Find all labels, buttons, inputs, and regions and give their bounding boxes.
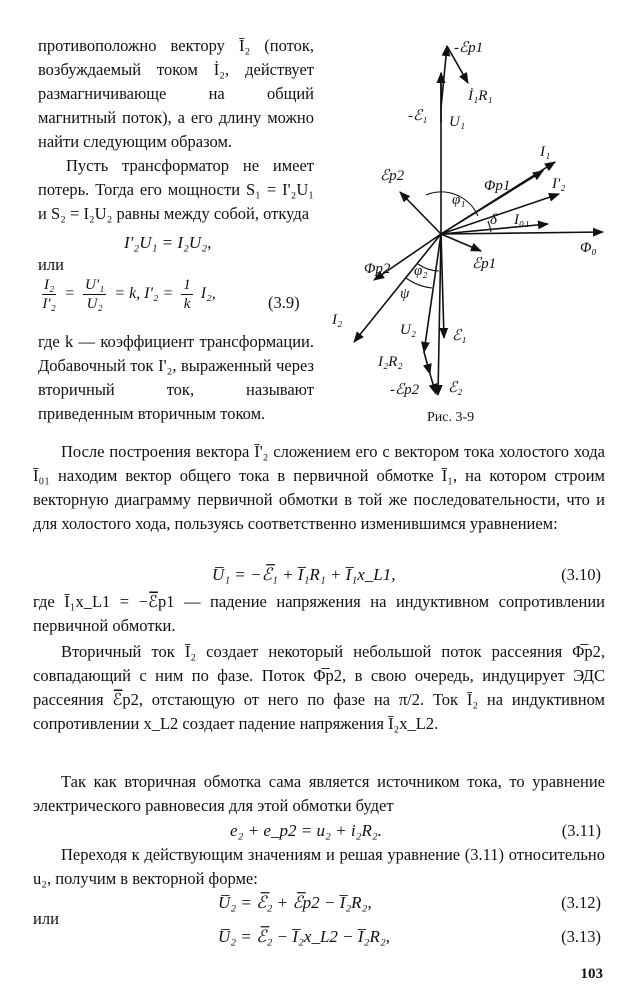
equation-3-9	[38, 276, 216, 313]
label-i01: I₀₁	[514, 212, 530, 228]
frac2-den: U₂	[86, 296, 103, 312]
word-ili-1: или	[38, 255, 64, 274]
label-i2: I₂	[332, 312, 343, 328]
vector-minus-ep2	[430, 374, 436, 394]
vector-ep2-left	[400, 192, 441, 234]
frac1-num: I₂	[44, 277, 55, 293]
label-minus-e1: -ℰ₁	[408, 108, 428, 124]
angle-psi-arc	[406, 278, 432, 288]
label-ep1: ℰp1	[472, 256, 497, 272]
full-paragraph-2: где Ī₁x_L1 = −ℰ̅p1 — падение напряжения на индуктивном сопротивлении первичной обмотки.	[33, 592, 605, 635]
label-i1r1: İ₁R₁	[468, 88, 493, 104]
vector-ep1	[441, 234, 481, 251]
eq-sign: =	[64, 285, 76, 303]
label-minus-ep1: -ℰp1	[454, 40, 484, 56]
equation-power: I'₂U₁ = I₂U₂,	[124, 233, 212, 252]
label-phi-p1: Φp1	[484, 178, 511, 194]
label-i2prime: I'₂	[552, 176, 566, 192]
vector-minus-ep1	[441, 46, 447, 108]
figure-caption: Рис. 3-9	[427, 410, 475, 425]
label-u2: U₂	[400, 322, 417, 338]
label-phi-p2: Φp2	[364, 261, 391, 277]
fraction-u1-over-u2	[83, 276, 106, 313]
equation-number-3-10: (3.10)	[561, 565, 601, 584]
vector-i2r2	[424, 352, 430, 374]
equation-3-13: U̅₂ = ℰ̅₂ − I̅₂x_L2 − I̅₂R₂,	[218, 927, 390, 946]
label-i2r2: I₂R₂	[378, 354, 403, 370]
equation-3-10: U̅₁ = −ℰ̅₁ + I̅₁R₁ + I̅₁x_L1,	[212, 565, 396, 584]
label-delta: δ	[490, 212, 497, 228]
label-phi2: φ₂	[414, 263, 428, 279]
label-e2: ℰ₂	[448, 380, 463, 396]
column-paragraph-1: противоположно вектору Ī₂ (поток, возбуждаемый током İ₂, действует размагничивающе на общий магнитный поток), а его длину можно найти следующим образом.	[38, 36, 314, 151]
equation-number-3-13: (3.13)	[561, 927, 601, 946]
full-paragraph-5: Переходя к действующим значениям и решая уравнение (3.11) относительно u₂, получим в векторной форме:	[33, 845, 605, 888]
label-u1: U₁	[449, 114, 466, 130]
frac1-den: I'₂	[42, 296, 56, 312]
label-e1: ℰ₁	[452, 328, 467, 344]
frac2-num: U'₁	[85, 277, 105, 293]
column-paragraph-3: где k — коэффициент трансформации. Добавочный ток I'₂, выраженный через вторичный ток, называют приведенным вторичным током.	[38, 332, 314, 423]
frac3-den: k	[183, 296, 191, 312]
label-minus-ep2: -ℰp2	[390, 382, 420, 398]
column-paragraph-2: Пусть трансформатор не имеет потерь. Тогда его мощности S₁ = I'₂U₁ и S₂ = I₂U₂ равны между собой, откуда	[38, 156, 314, 223]
frac3-num: 1	[183, 277, 191, 293]
label-phi1: φ₁	[452, 192, 466, 208]
label-i1: I₁	[540, 144, 551, 160]
word-ili-2: или	[33, 909, 59, 928]
full-paragraph-1: После построения вектора Ī'₂ сложением его с вектором тока холостого хода Ī₀₁ находим вектор общего тока в первичной обмотке Ī₁, на котором строим векторную диаграмму первичной обмотки в той же последовательности, что и для холостого хода, пользуясь соответственно изменившимся уравнением:	[33, 442, 605, 533]
fraction-i2-over-i2prime	[42, 276, 56, 313]
equation-number-3-11: (3.11)	[561, 821, 601, 840]
full-paragraph-3: Вторичный ток Ī₂ создает некоторый небольшой поток рассеяния Φ̅p2, совпадающий с ним по фазе. Поток Φ̅p2, в свою очередь, индуцирует ЭДС рассеяния ℰ̅p2, отстающую от него по фазе на π/2. Ток Ī₂ на индуктивном сопротивлении x_L2 создает падение напряжения Ī₂x_L2.	[33, 642, 605, 733]
fraction-1-over-k	[181, 276, 193, 313]
page-number: 103	[580, 966, 603, 982]
vector-diagram-figure	[318, 28, 618, 408]
equation-number-3-9: (3.9)	[268, 293, 300, 312]
vector-e1	[441, 234, 444, 338]
equation-3-12: U̅₂ = ℰ̅₂ + ℰ̅p2 − I̅₂R₂,	[218, 893, 372, 912]
eq-rest: = k, I'₂ =	[114, 285, 174, 303]
vector-e2	[438, 234, 441, 395]
equation-number-3-12: (3.12)	[561, 893, 601, 912]
full-paragraph-4: Так как вторичная обмотка сама является источником тока, то уравнение электрического равновесия для этой обмотки будет	[33, 772, 605, 815]
label-phi0: Φ₀	[580, 240, 597, 256]
eq-tail: I₂,	[200, 285, 216, 303]
label-psi: ψ	[400, 286, 410, 302]
label-ep2-left: ℰp2	[380, 168, 405, 184]
equation-3-11: e₂ + e_p2 = u₂ + i₂R₂.	[230, 821, 383, 840]
